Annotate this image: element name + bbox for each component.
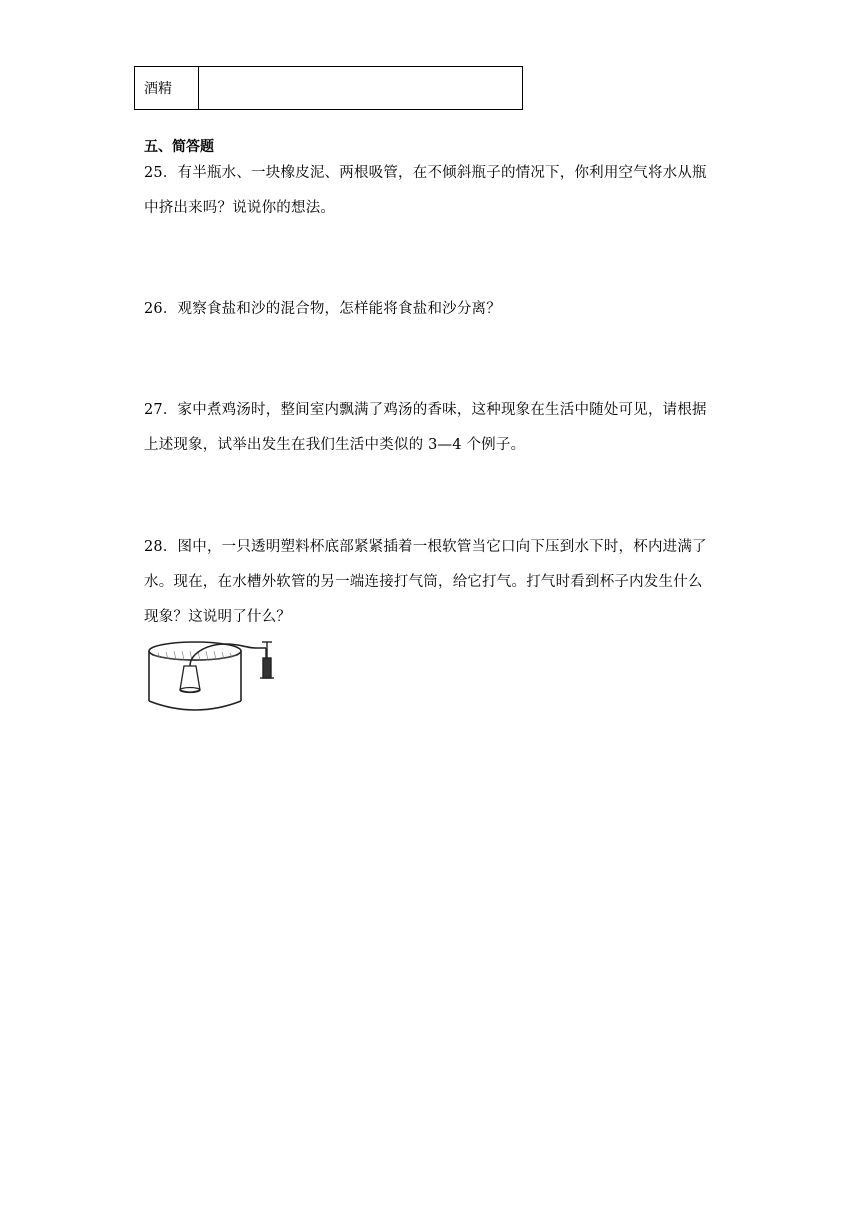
question-26 xyxy=(144,292,724,327)
table-row-label: 酒精 xyxy=(135,67,199,109)
question-25 xyxy=(144,156,724,226)
table-row-value xyxy=(199,67,522,109)
section-title: 五、简答题 xyxy=(144,139,214,155)
question-28 xyxy=(144,530,724,635)
water-tank-pump-figure xyxy=(146,636,282,716)
question-27 xyxy=(144,393,724,463)
question-line: 25．有半瓶水、一块橡皮泥、两根吸管，在不倾斜瓶子的情况下，你利用空气将水从瓶 xyxy=(144,165,707,181)
answer-table xyxy=(134,66,523,110)
question-line: 现象？这说明了什么？ xyxy=(144,609,291,625)
question-line: 27．家中煮鸡汤时，整间室内飘满了鸡汤的香味，这种现象在生活中随处可见，请根据 xyxy=(144,402,707,418)
question-line: 26．观察食盐和沙的混合物，怎样能将食盐和沙分离？ xyxy=(144,301,501,317)
inverted-cup-drawing xyxy=(180,666,200,693)
hose-drawing xyxy=(190,644,266,666)
question-line: 水。现在，在水槽外软管的另一端连接打气筒，给它打气。打气时看到杯子内发生什么 xyxy=(144,574,703,590)
question-line: 中挤出来吗？说说你的想法。 xyxy=(144,200,336,216)
question-line: 28．图中，一只透明塑料杯底部紧紧插着一根软管当它口向下压到水下时，杯内进满了 xyxy=(144,539,707,555)
water-tank-drawing xyxy=(149,642,241,710)
question-line: 上述现象，试举出发生在我们生活中类似的 3—4 个例子。 xyxy=(144,437,526,453)
